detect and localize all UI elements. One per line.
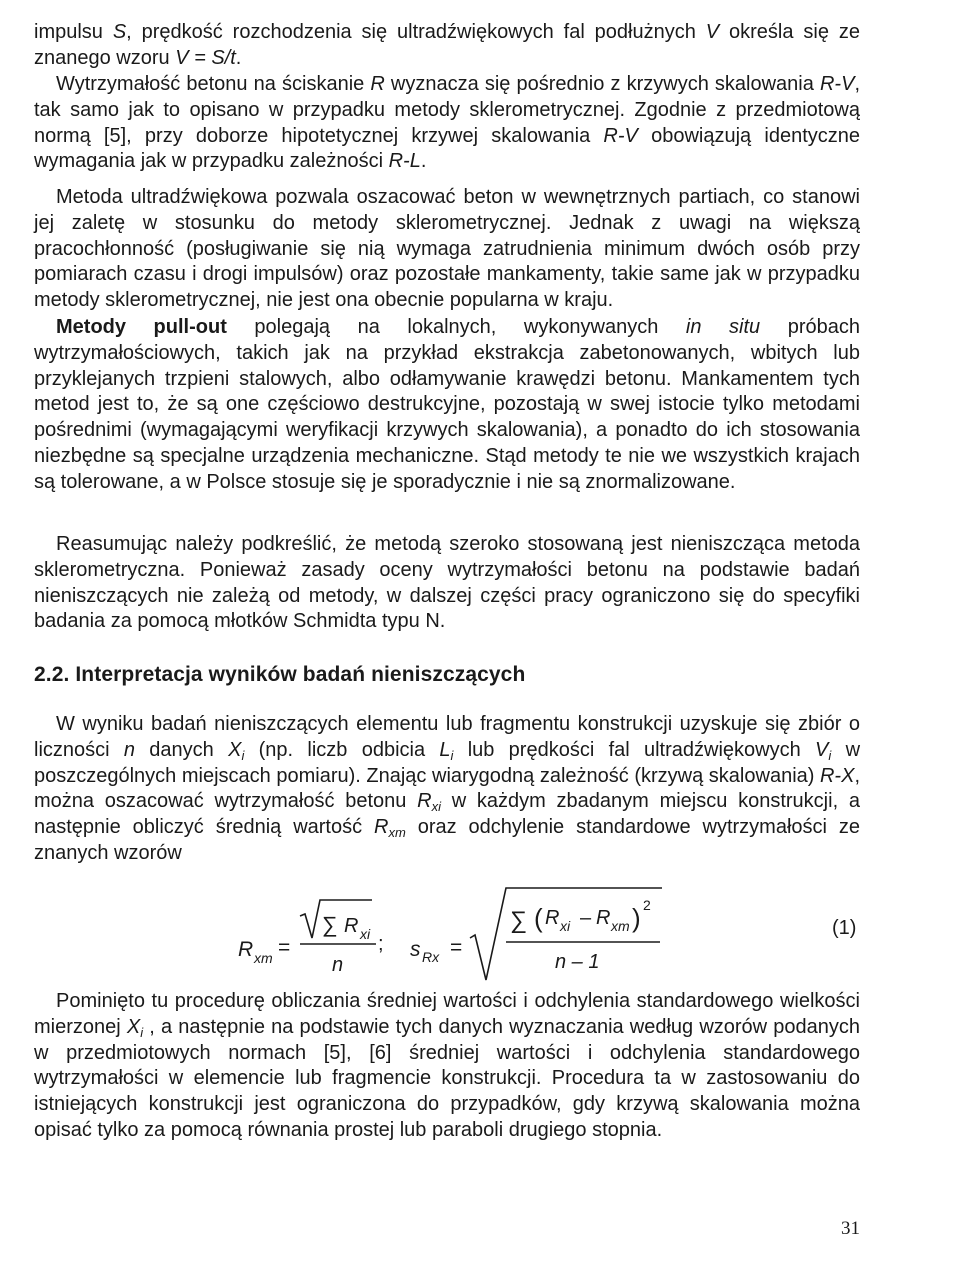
eq-lhs-sub: xm (254, 950, 273, 966)
paragraph-5: Reasumując należy podkreślić, że metodą szeroko stosowaną jest nieniszcząca metoda sklerometryczna. Ponieważ zasady oceny wytrzymałości betonu na podstawie badań nieniszczących nie zależą od metody, w dalszej części pracy ograniczono się do specyfiki badania za pomocą młotków Schmidta typu N. (34, 533, 860, 633)
eq-num2-sub2: xm (611, 918, 630, 934)
eq-equals-1: = (278, 936, 291, 959)
eq-den-1: n (332, 954, 344, 976)
eq-number: (1) (832, 917, 857, 939)
eq-power: 2 (643, 897, 651, 913)
eq-paren-open: ( (534, 903, 543, 933)
paragraph-1: impulsu S, prędkość rozchodzenia się ultradźwiękowych fal podłużnych V określa się ze znanego wzoru V = S/t. (34, 21, 860, 69)
eq-sum-2: ∑ (510, 907, 528, 934)
eq-s: s (410, 938, 421, 961)
paragraph-6: W wyniku badań nieniszczących elementu lub fragmentu konstrukcji uzyskuje się zbiór o liczności n danych $X_i$ (np. liczb odbicia $L_i$ lub prędkości fal ultradźwiękowych $V_i$ w poszczególnych miejscach pomiaru). Znając wiarygodną zależność (krzywą skalowania) R-X, można oszacować wytrzymałość betonu $R_{xi}$ w każdym zbadanym miejscu konstrukcji, a następnie obliczyć średnią wartość $R_{xm}$ oraz odchylenie standardowe wytrzymałości ze znanych wzorów (34, 713, 861, 864)
eq-num2-R2: R (596, 907, 611, 929)
eq-lhs-R: R (238, 938, 254, 961)
eq-equals-2: = (450, 936, 463, 959)
paragraph-2: Wytrzymałość betonu na ściskanie R wyznacza się pośrednio z krzywych skalowania R-V, tak samo jak to opisano w przypadku metody sklerometrycznej. Zgodnie z przedmiotową normą [5], przy doborze hipotetycznej krzywej skalowania R-V obowiązują identyczne wymagania jak w przypadku zależności R-L. (34, 73, 860, 173)
section-heading: 2.2. Interpretacja wyników badań nieniszczących (34, 663, 526, 686)
eq-semicolon: ; (378, 933, 384, 955)
term-pull-out: Metody pull-out (56, 316, 227, 338)
eq-paren-close: ) (632, 903, 641, 933)
paragraph-3: Metoda ultradźwiękowa pozwala oszacować beton w wewnętrznych partiach, co stanowi jej zaletę w stosunku do metody sklerometrycznej. Jednak z uwagi na większą pracochłonność (posługiwanie się nią wymaga zatrudnienia minimum dwóch osób przy pomiarach czasu i drogi impulsów) oraz pozostałe mankamenty, takie same jak w przypadku metody sklerometrycznej, nie jest ona obecnie popularna w kraju. (34, 186, 860, 312)
eq-den-2: n – 1 (555, 951, 600, 973)
eq-sum-1: ∑ (322, 912, 338, 937)
eq-num2-sub1: xi (560, 918, 571, 934)
eq-minus: – (580, 907, 592, 929)
eq-num2-R: R (545, 907, 560, 929)
eq-s-sub: Rx (422, 949, 440, 965)
paragraph-7: Pominięto tu procedurę obliczania średniej wartości i odchylenia standardowego wielkości mierzonej $X_i$ , a następnie na podstawie tych danych wyznaczania według wzorów podanych w przedmiotowych normach [5], [6] średniej wartości i odchylenia standardowego wytrzymałości w elemencie lub fragmencie konstrukcji. Procedura ta w zastosowaniu do istniejących konstrukcji jest ograniczona do przypadków, gdy krzywą skalowania można opisać tylko za pomocą równania prostej lub paraboli drugiego stopnia. (34, 990, 860, 1141)
page-number: 31 (841, 1218, 860, 1239)
eq-num-R: R (344, 915, 359, 937)
equation-1 (0, 880, 960, 990)
eq-num-sub: xi (360, 926, 371, 942)
paragraph-4: Metody pull-out polegają na lokalnych, wykonywanych in situ próbach wytrzymałościowych, takich jak na przykład ekstrakcja zabetonowanych, wbitych lub przyklejanych trzpieni stalowych, albo odłamywanie krawędzi betonu. Mankamentem tych metod jest to, że są one częściowo destrukcyjne, pozostają w swej istocie tylko metodami pośrednimi (wymagającymi weryfikacji krzywych skalowania), a ponadto do ich stosowania niezbędne są specjalne urządzenia mechaniczne. Stąd metody te nie we wszystkich krajach są tolerowane, a w Polsce stosuje się je sporadycznie i nie są znormalizowane. (34, 316, 860, 493)
